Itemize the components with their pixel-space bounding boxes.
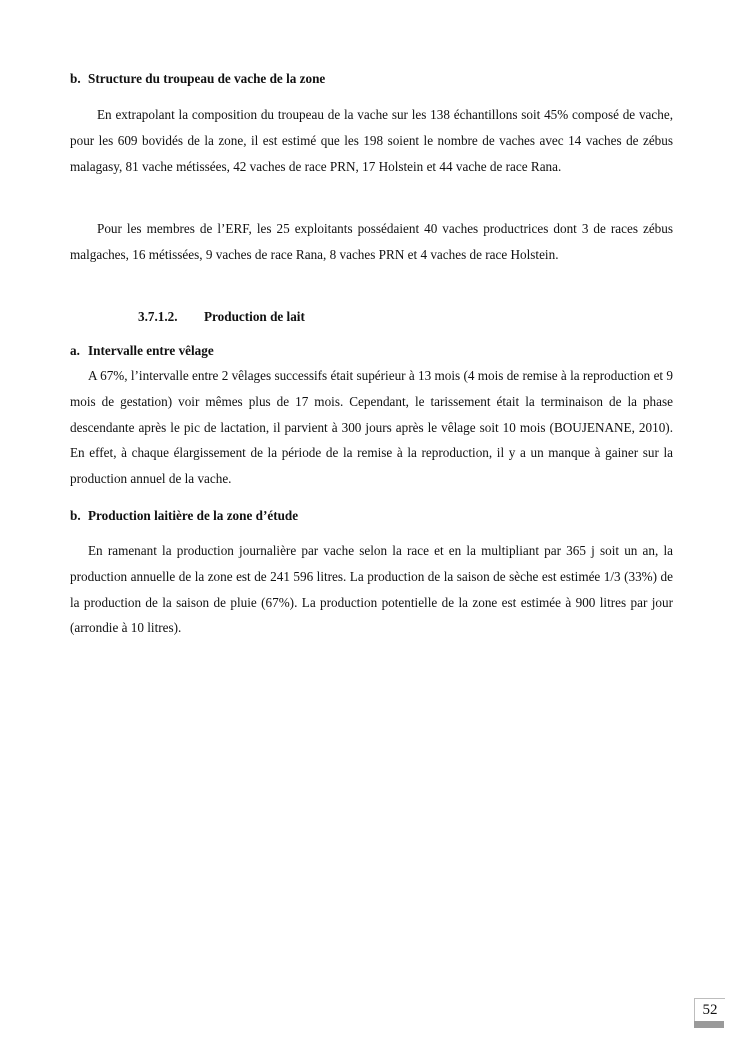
subsection-heading-milk-production [138,309,305,325]
page-number-decoration [694,1021,724,1028]
section-title: Structure du troupeau de vache de la zone [88,71,326,86]
subsection-number: 3.7.1.2. [138,309,178,324]
section-title: Intervalle entre vêlage [88,343,214,358]
paragraph-milk-output: En ramenant la production journalière par vache selon la race et en la multipliant par 365 j soit un an, la production annuelle de la zone est de 241 596 litres. La production de la saison de sèche est estimée 1/3 (33%) de la production de la saison de pluie (67%). La production potentielle de la zone est estimée à 900 litres par jour (arrondie à 10 litres). [70,543,673,636]
paragraph-erf-members: Pour les membres de l’ERF, les 25 exploitants possédaient 40 vaches productrices dont 3 de races zébus malgaches, 16 métissées, 9 vaches de race Rana, 8 vaches PRN et 4 vaches de race Holstein. [70,221,673,262]
subsection-title: Production de lait [204,309,305,324]
section-heading-herd-structure [70,71,325,87]
section-title: Production laitière de la zone d’étude [88,508,299,523]
section-heading-calving-interval [70,343,214,359]
section-marker: b. [70,508,81,523]
paragraph-herd-extrapolation: En extrapolant la composition du troupeau de la vache sur les 138 échantillons soit 45% composé de vache, pour les 609 bovidés de la zone, il est estimé que les 198 soient le nombre de vaches avec 14 vaches de zébus malagasy, 81 vache métissées, 42 vaches de race PRN, 17 Holstein et 44 vache de race Rana. [70,107,673,174]
section-heading-milk-output [70,508,298,524]
section-marker: a. [70,343,80,358]
page-number: 52 [694,998,725,1021]
section-marker: b. [70,71,81,86]
paragraph-calving-interval: A 67%, l’intervalle entre 2 vêlages successifs était supérieur à 13 mois (4 mois de remise à la reproduction et 9 mois de gestation) voir mêmes plus de 17 mois. Cependant, le tarissement était la terminaison de la phase descendante après le pic de lactation, il parvient à 300 jours après le vêlage soit 10 mois (BOUJENANE, 2010). En effet, à chaque élargissement de la période de la remise à la reproduction, il y a un manque à gainer sur la production annuel de la vache. [70,368,673,487]
document-page [70,0,673,1053]
